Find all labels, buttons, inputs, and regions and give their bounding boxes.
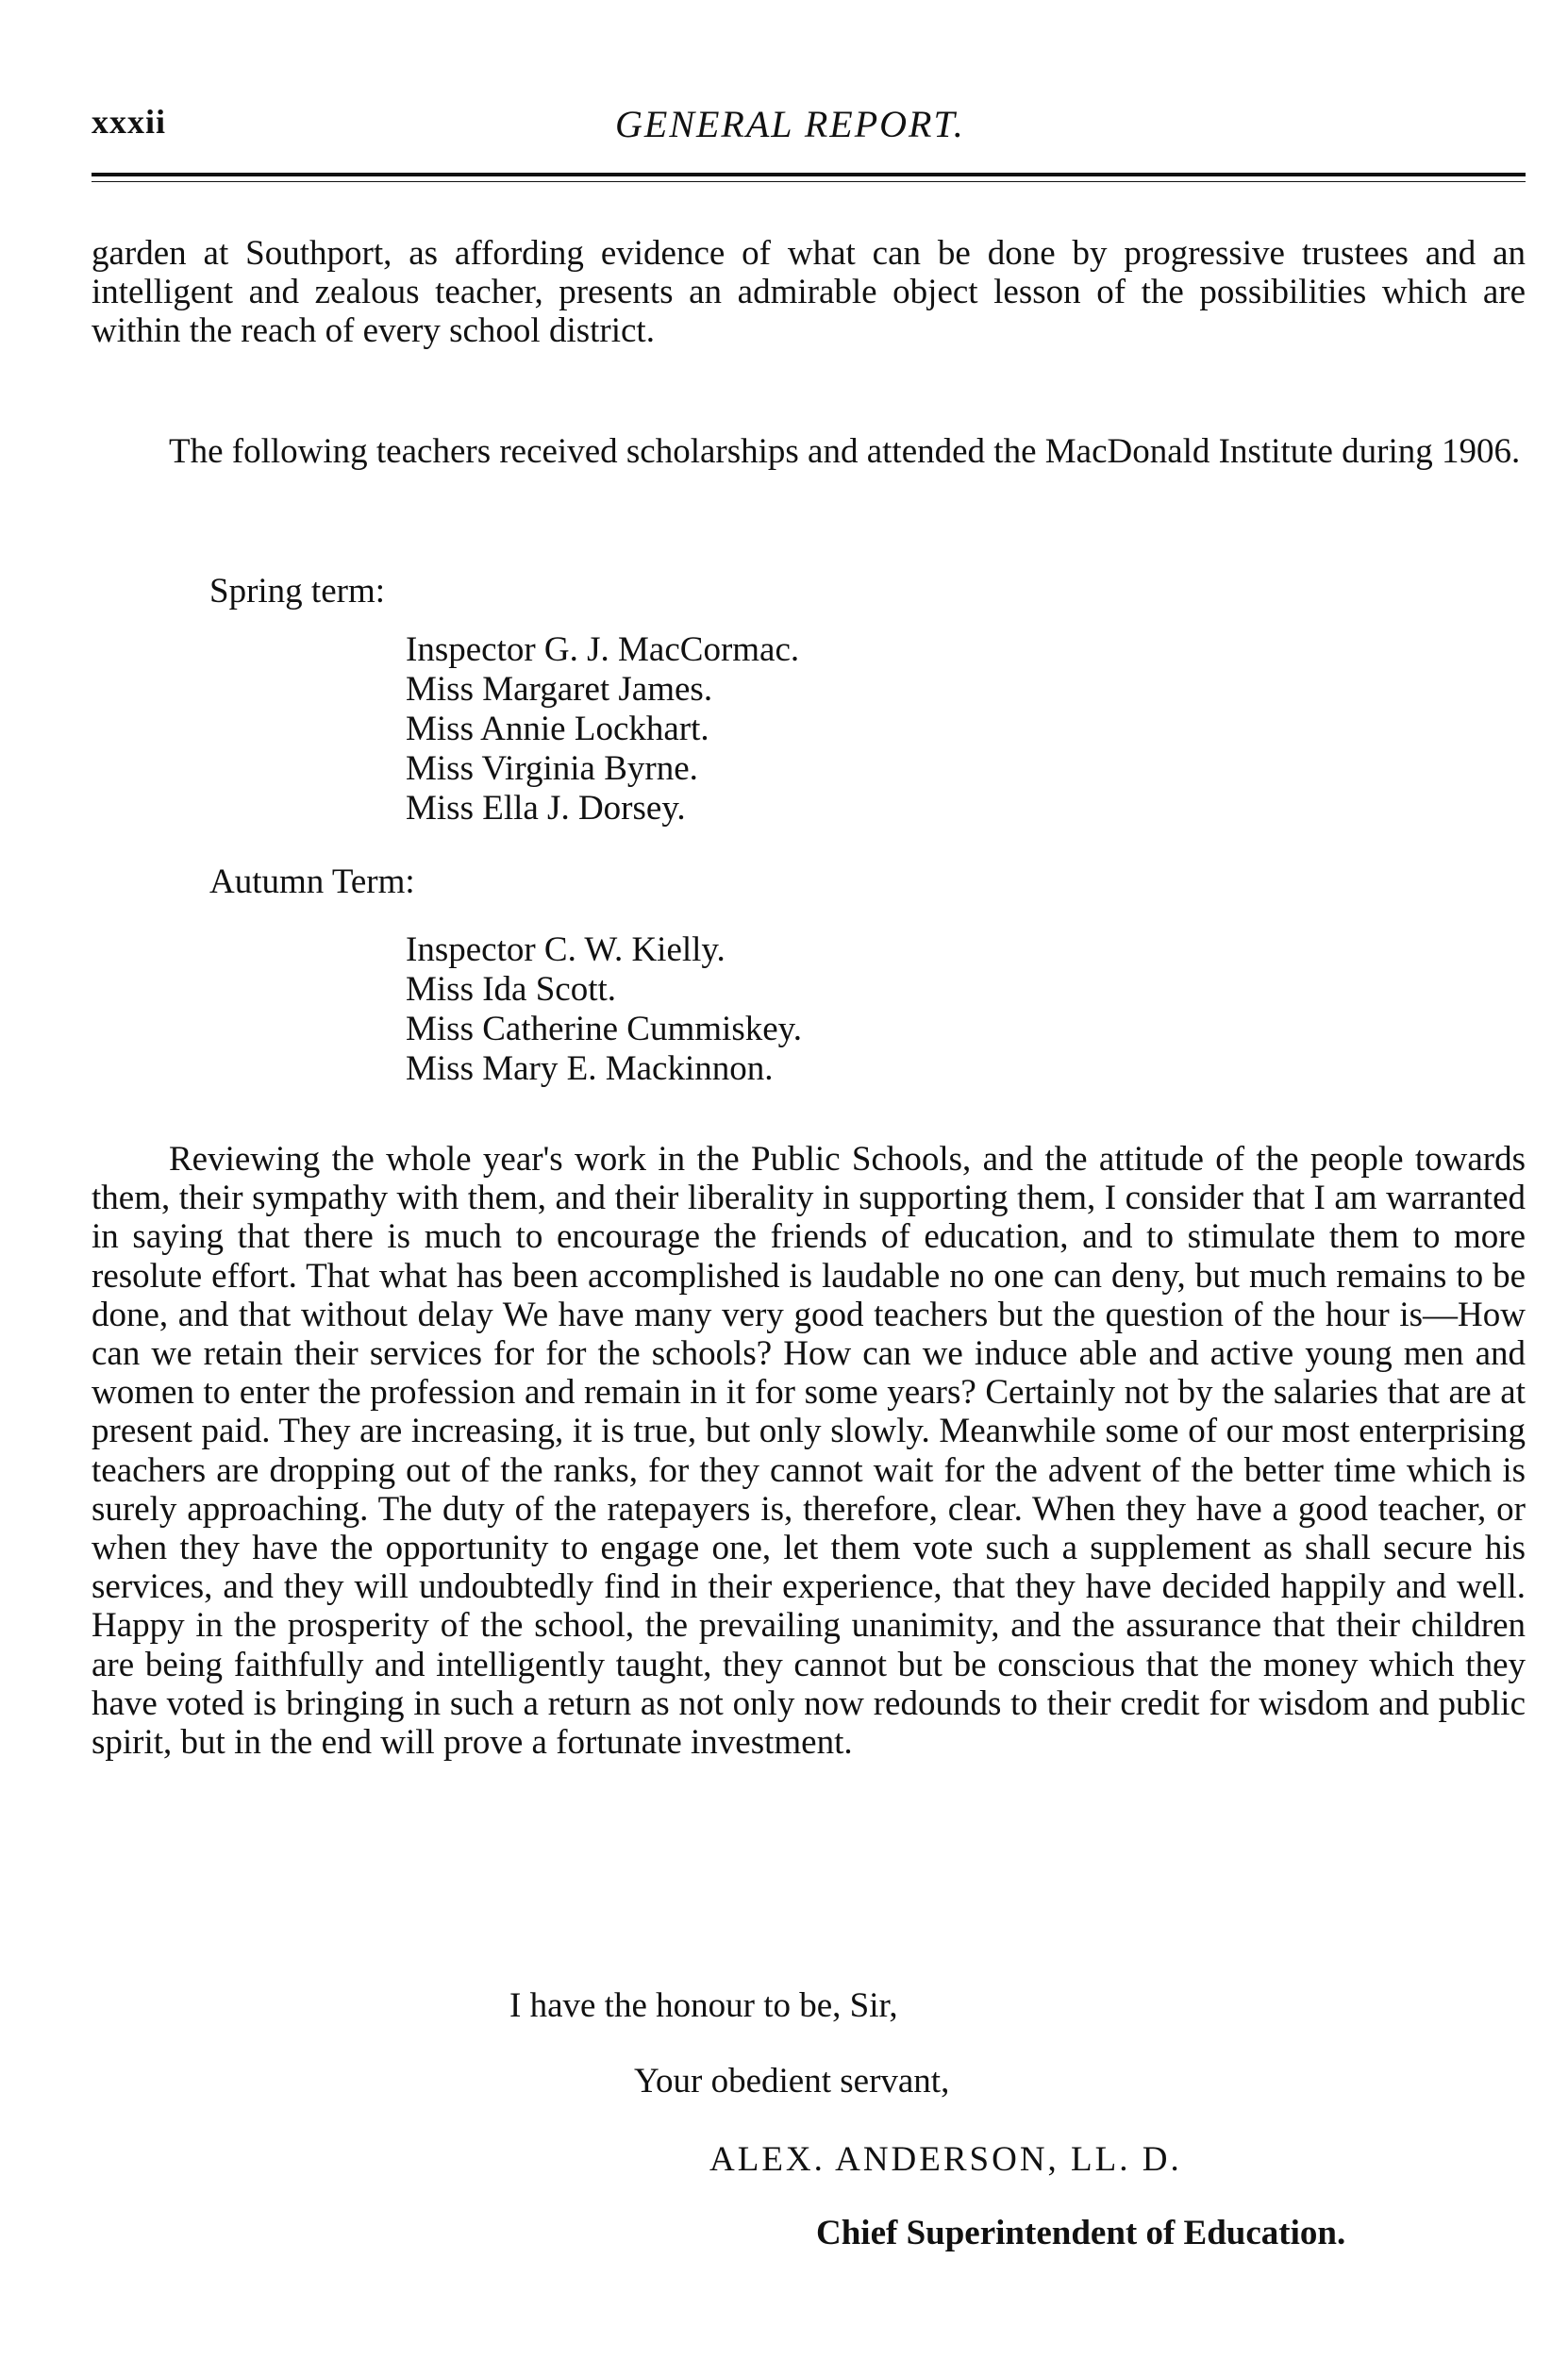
list-item: Miss Ida Scott. [406, 970, 617, 1009]
list-item: Inspector G. J. MacCormac. [406, 630, 800, 669]
signatory-title: Chief Superintendent of Education. [816, 2214, 1346, 2252]
list-item: Inspector C. W. Kielly. [406, 930, 726, 969]
list-item: Miss Ella J. Dorsey. [406, 789, 686, 828]
autumn-term-list [406, 930, 802, 1089]
list-item: Miss Margaret James. [406, 670, 713, 709]
list-item: Miss Virginia Byrne. [406, 749, 698, 788]
list-item: Miss Annie Lockhart. [406, 710, 709, 748]
list-item: Miss Catherine Cummiskey. [406, 1010, 802, 1048]
closing-servant: Your obedient servant, [634, 2062, 950, 2101]
page-header [92, 102, 1526, 159]
paragraph-scholarships-intro: The following teachers received scholarships and attended the MacDonald Institute during 1906. [169, 432, 1521, 471]
running-title: GENERAL REPORT. [615, 103, 965, 145]
signature-name: ALEX. ANDERSON, LL. D. [709, 2140, 1182, 2179]
closing-salutation: I have the honour to be, Sir, [509, 1986, 898, 2025]
autumn-term-heading: Autumn Term: [209, 862, 415, 901]
header-rule [92, 173, 1526, 176]
spring-term-heading: Spring term: [209, 572, 386, 611]
header-rule-thin [92, 181, 1526, 182]
paragraph-southport: garden at Southport, as affording evidence of what can be done by progressive trustees and an intelligent and zealous teacher, presents an admirable object lesson of the possibilities which are within the reach of every school district. [92, 234, 1526, 350]
list-item: Miss Mary E. Mackinnon. [406, 1049, 774, 1088]
paragraph-review: Reviewing the whole year's work in the Public Schools, and the attitude of the people towards them, their sympathy with them, and their liberality in supporting them, I consider that I am warranted in saying that there is much to encourage the friends of education, and to stimulate them to more resolute effort. That what has been accomplished is laudable no one can deny, but much remains to be done, and that without delay We have many very good teachers but the question of the hour is—How can we retain their services for for the schools? How can we induce able and active young men and women to enter the profession and remain in it for some years? Certainly not by the salaries that are at present paid. They are increasing, it is true, but only slowly. Meanwhile some of our most enterprising teachers are dropping out of the ranks, for they cannot wait for the advent of the better time which is surely approaching. The duty of the ratepayers is, therefore, clear. When they have a good teacher, or when they have the opportunity to engage one, let them vote such a supplement as shall secure his services, and they will undoubtedly find in their experience, that they have decided happily and well. Happy in the prosperity of the school, the prevailing unanimity, and the assurance that their children are being faithfully and intelligently taught, they cannot but be conscious that the money which they have voted is bringing in such a return as not only now redounds to their credit for wisdom and public spirit, but in the end will prove a fortunate investment. [92, 1140, 1526, 1763]
page-number: xxxii [92, 103, 167, 141]
spring-term-list [406, 630, 799, 829]
